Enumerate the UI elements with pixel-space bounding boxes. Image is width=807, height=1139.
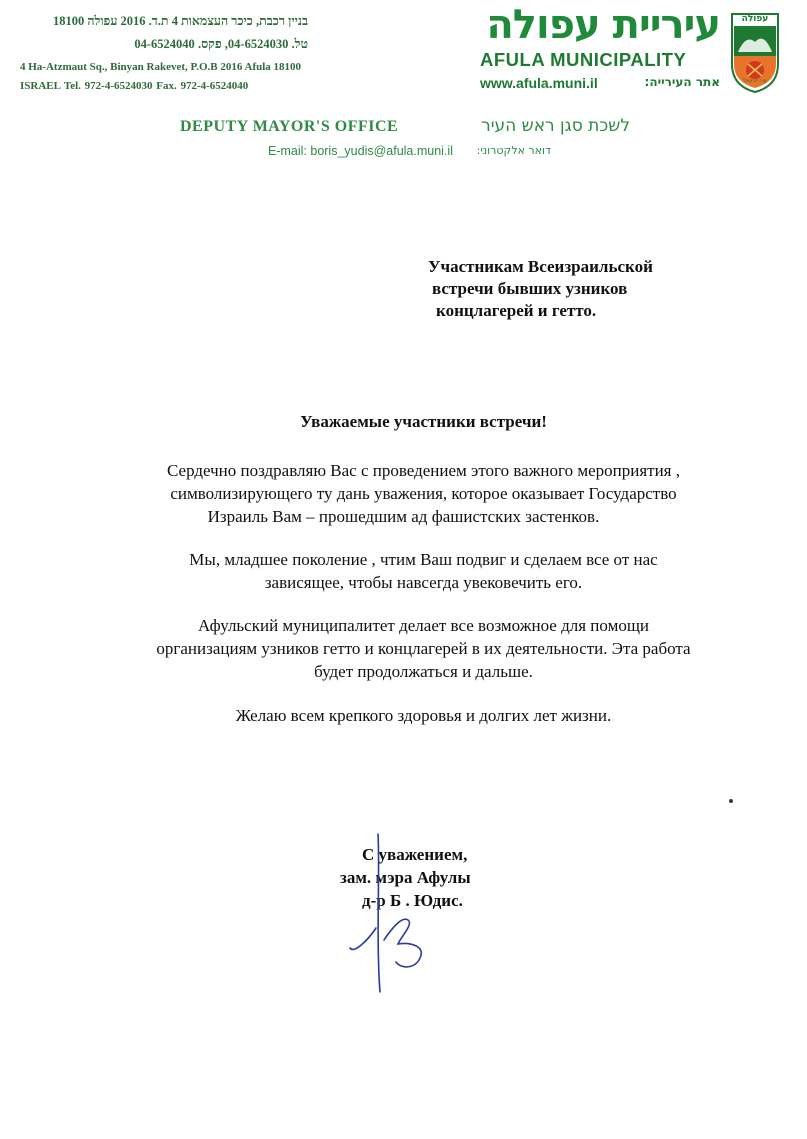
address-english: 4 Ha-Atzmaut Sq., Binyan Rakevet, P.O.B 2016 Afula 18100	[20, 61, 302, 73]
office-name-english: DEPUTY MAYOR'S OFFICE	[180, 118, 399, 135]
website-url: www.afula.muni.il	[480, 75, 598, 91]
email-label-hebrew: דואר אלקטרוני:	[476, 144, 551, 157]
municipality-name-english: AFULA MUNICIPALITY	[480, 49, 687, 70]
paragraph-4-line-1: Желаю всем крепкого здоровья и долгих лет жизни.	[235, 706, 612, 725]
paragraph-1-line-1: Сердечно поздравляю Вас с проведением этого важного мероприятия ,	[166, 461, 680, 480]
paragraph-2-line-2: зависящее, чтобы навсегда увековечить его.	[264, 573, 583, 592]
office-name-hebrew: לשכת סגן ראש העיר	[481, 116, 630, 136]
paragraph-3-line-1: Афульский муниципалитет делает все возможное для помощи	[197, 616, 650, 635]
addressee-line-2: встречи бывших узников	[432, 279, 628, 298]
closing-regards: С уважением,	[362, 845, 468, 864]
closing-name: д-р Б . Юдис.	[362, 891, 463, 910]
addressee-line-3: концлагерей и гетто.	[436, 301, 597, 320]
emblem-top-text: עפולה	[741, 14, 769, 24]
emblem-bottom-text: עיר יזרעאל	[743, 78, 767, 84]
closing-title: зам. мэра Афулы	[340, 868, 471, 887]
website	[480, 75, 720, 91]
phone-hebrew: טל. 04-6524030, פקס. 04-6524040	[134, 37, 308, 51]
email-address: E-mail: boris_yudis@afula.muni.il	[268, 144, 453, 158]
handwritten-signature	[340, 830, 450, 1000]
municipality-name-hebrew: עיריית עפולה	[486, 2, 720, 48]
address-hebrew: בניין רכבת, כיכר העצמאות 4 ת.ד. 2016 עפולה 18100	[52, 14, 308, 28]
addressee-line-1: Участникам Всеизраильской	[428, 257, 653, 276]
paper-speck	[729, 799, 733, 803]
paragraph-1-line-2: символизирующего ту дань уважения, которое оказывает Государство	[170, 484, 677, 503]
paragraph-3-line-2: организациям узников гетто и концлагерей в их деятельности. Эта работа	[156, 639, 691, 658]
salutation: Уважаемые участники встречи!	[300, 412, 547, 431]
paragraph-1-line-3: Израиль Вам – прошедшим ад фашистских застенков.	[207, 507, 600, 526]
city-emblem	[730, 12, 780, 94]
paragraph-2-line-1: Мы, младшее поколение , чтим Ваш подвиг и сделаем все от нас	[189, 550, 658, 569]
phone-english: ISRAEL Tel. 972-4-6524030 Fax. 972-4-6524040	[20, 80, 249, 92]
website-label-hebrew: אתר העירייה:	[644, 75, 720, 89]
paragraph-3-line-3: будет продолжаться и дальше.	[314, 662, 533, 681]
